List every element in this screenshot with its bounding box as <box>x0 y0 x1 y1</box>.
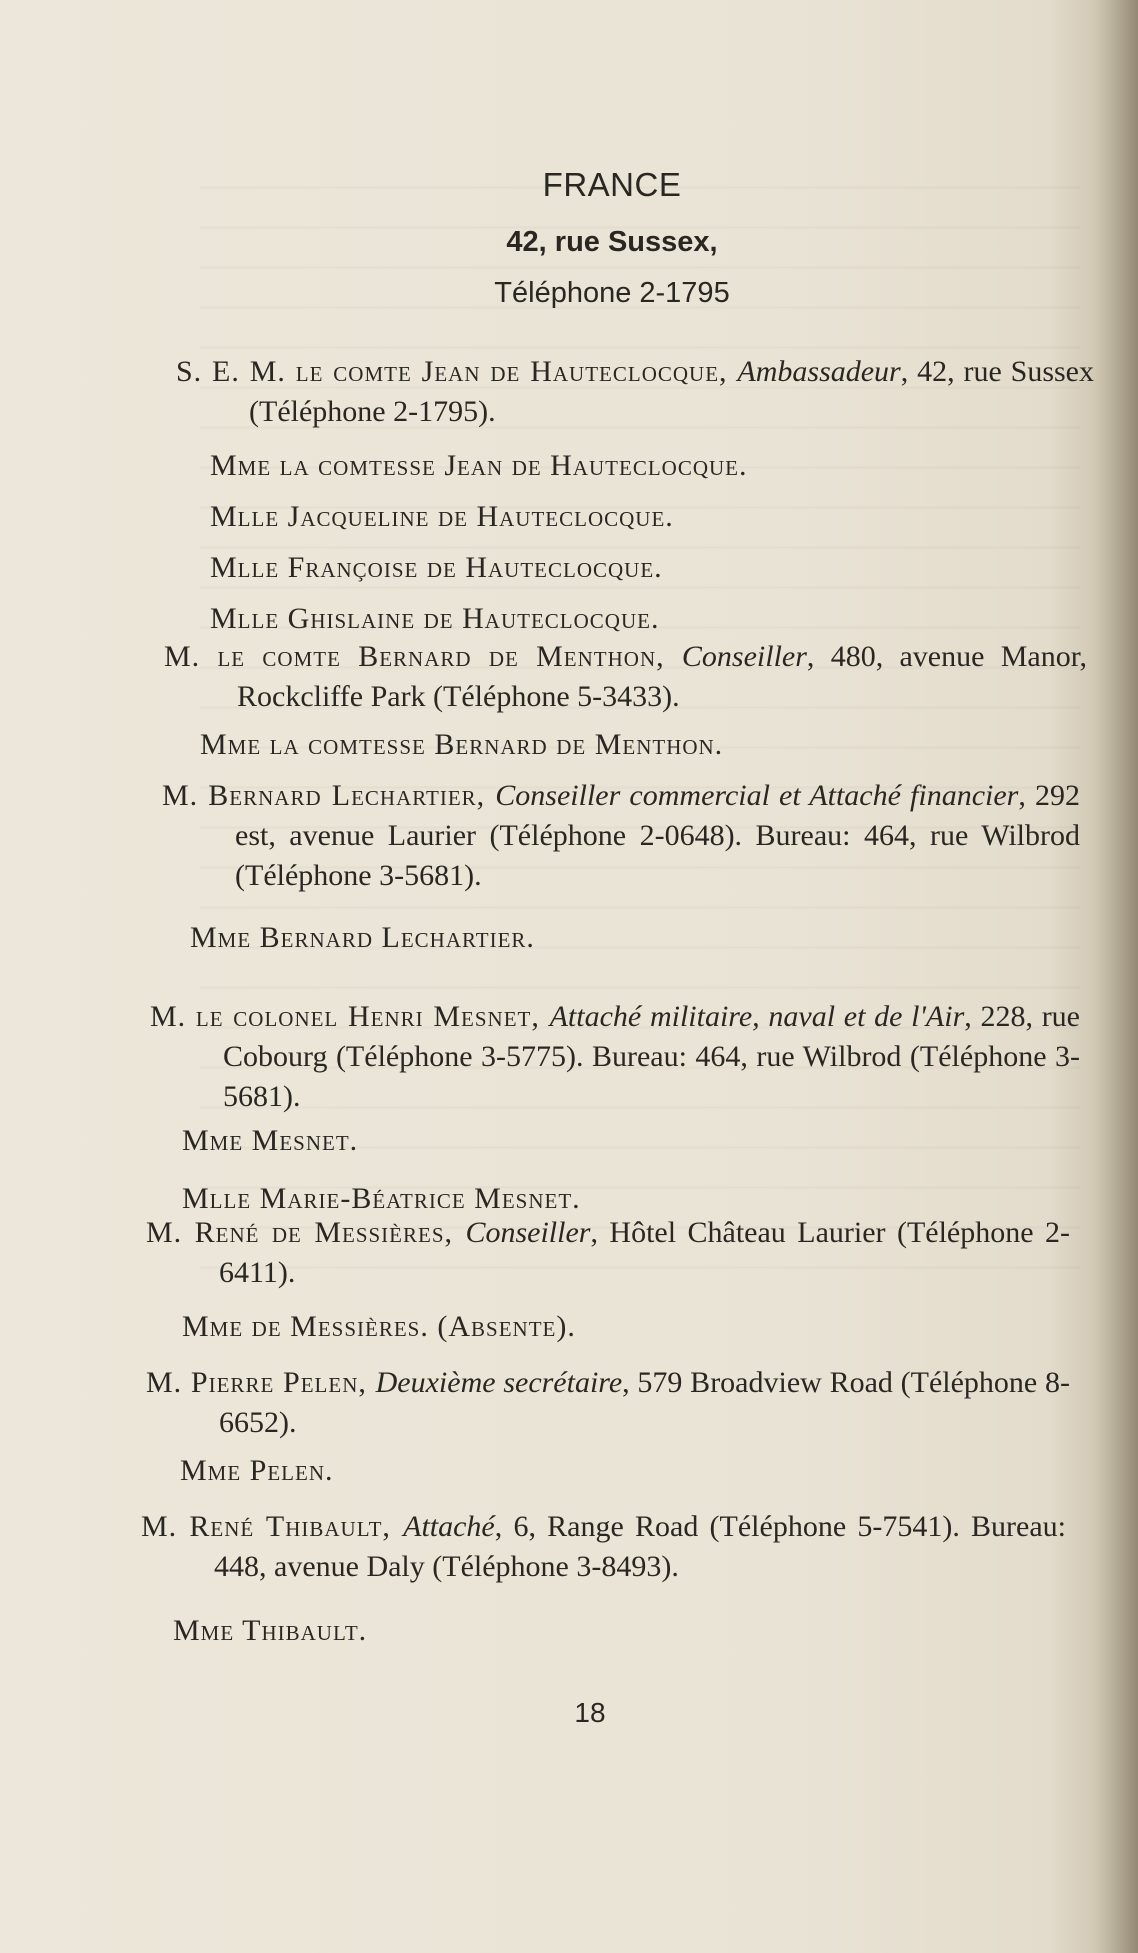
family-member: Mme Mesnet. <box>182 1124 359 1157</box>
family-member: Mme Bernard Lechartier. <box>190 921 535 954</box>
family-member: Mme de Messières. (Absente). <box>182 1310 576 1343</box>
family-member: Mlle Françoise de Hauteclocque. <box>210 551 663 584</box>
person-name: M. Pierre Pelen, <box>146 1366 376 1399</box>
embassy-address: 42, rue Sussex, <box>506 226 718 258</box>
family-member: Mlle Marie-Béatrice Mesnet. <box>182 1182 581 1215</box>
entry-menthon <box>164 637 1087 765</box>
person-details: , 42, rue Sussex (Téléphone 2-1795). <box>249 355 1095 428</box>
family-member: Mme Pelen. <box>180 1454 334 1487</box>
person-name: M. René Thibault, <box>141 1510 404 1543</box>
entry-head <box>146 1363 1070 1443</box>
entry-head <box>141 1507 1066 1587</box>
person-title: Attaché <box>403 1510 495 1543</box>
person-details: , 292 est, avenue Laurier (Téléphone 2-0648). Bureau: 464, rue Wilbrod (Téléphone 3-5681). <box>235 779 1080 892</box>
person-name: M. le colonel Henri Mesnet, <box>150 1000 550 1033</box>
person-title: Attaché militaire, naval et de l'Air <box>549 1000 965 1033</box>
family-member: Mme Thibault. <box>173 1614 368 1647</box>
person-details: , 579 Broadview Road (Téléphone 8-6652). <box>219 1366 1070 1439</box>
person-title: Ambassadeur <box>737 355 901 388</box>
person-name: M. Bernard Lechartier, <box>162 779 496 812</box>
person-name: S. E. M. le comte Jean de Hauteclocque, <box>176 355 738 388</box>
person-title: Conseiller <box>465 1216 591 1249</box>
embassy-telephone: Téléphone 2-1795 <box>494 277 730 309</box>
person-name: M. le comte Bernard de Menthon, <box>164 640 682 673</box>
person-title: Conseiller <box>681 640 807 673</box>
entry-head <box>176 352 1094 432</box>
entry-head <box>146 1213 1070 1293</box>
page-number: 18 <box>574 1697 606 1728</box>
entry-mesnet <box>150 997 1080 1219</box>
person-title: Deuxième secrétaire <box>375 1366 623 1399</box>
entry-thibault <box>141 1507 1066 1651</box>
person-details: , Hôtel Château Laurier (Téléphone 2-6411). <box>219 1216 1070 1289</box>
entry-head <box>150 997 1080 1117</box>
country-title: FRANCE <box>542 166 682 203</box>
person-details: , 6, Range Road (Téléphone 5-7541). Bureau: 448, avenue Daly (Téléphone 3-8493). <box>214 1510 1066 1583</box>
entry-lechartier <box>162 776 1080 958</box>
person-details: , 228, rue Cobourg (Téléphone 3-5775). Bureau: 464, rue Wilbrod (Téléphone 3-5681). <box>223 1000 1080 1113</box>
family-member: Mlle Ghislaine de Hauteclocque. <box>210 602 660 635</box>
person-details: , 480, avenue Manor, Rockcliffe Park (Téléphone 5-3433). <box>237 640 1087 713</box>
entry-head <box>164 637 1087 717</box>
family-member: Mme la comtesse Jean de Hauteclocque. <box>210 449 748 482</box>
entry-pelen <box>146 1363 1070 1491</box>
family-member: Mlle Jacqueline de Hauteclocque. <box>210 500 674 533</box>
person-title: Conseiller commercial et Attaché financier <box>495 779 1019 812</box>
family-member: Mme la comtesse Bernard de Menthon. <box>200 728 724 761</box>
entry-head <box>162 776 1080 896</box>
person-name: M. René de Messières, <box>146 1216 466 1249</box>
entry-hauteclocque <box>176 352 1094 639</box>
entry-messieres <box>146 1213 1070 1347</box>
